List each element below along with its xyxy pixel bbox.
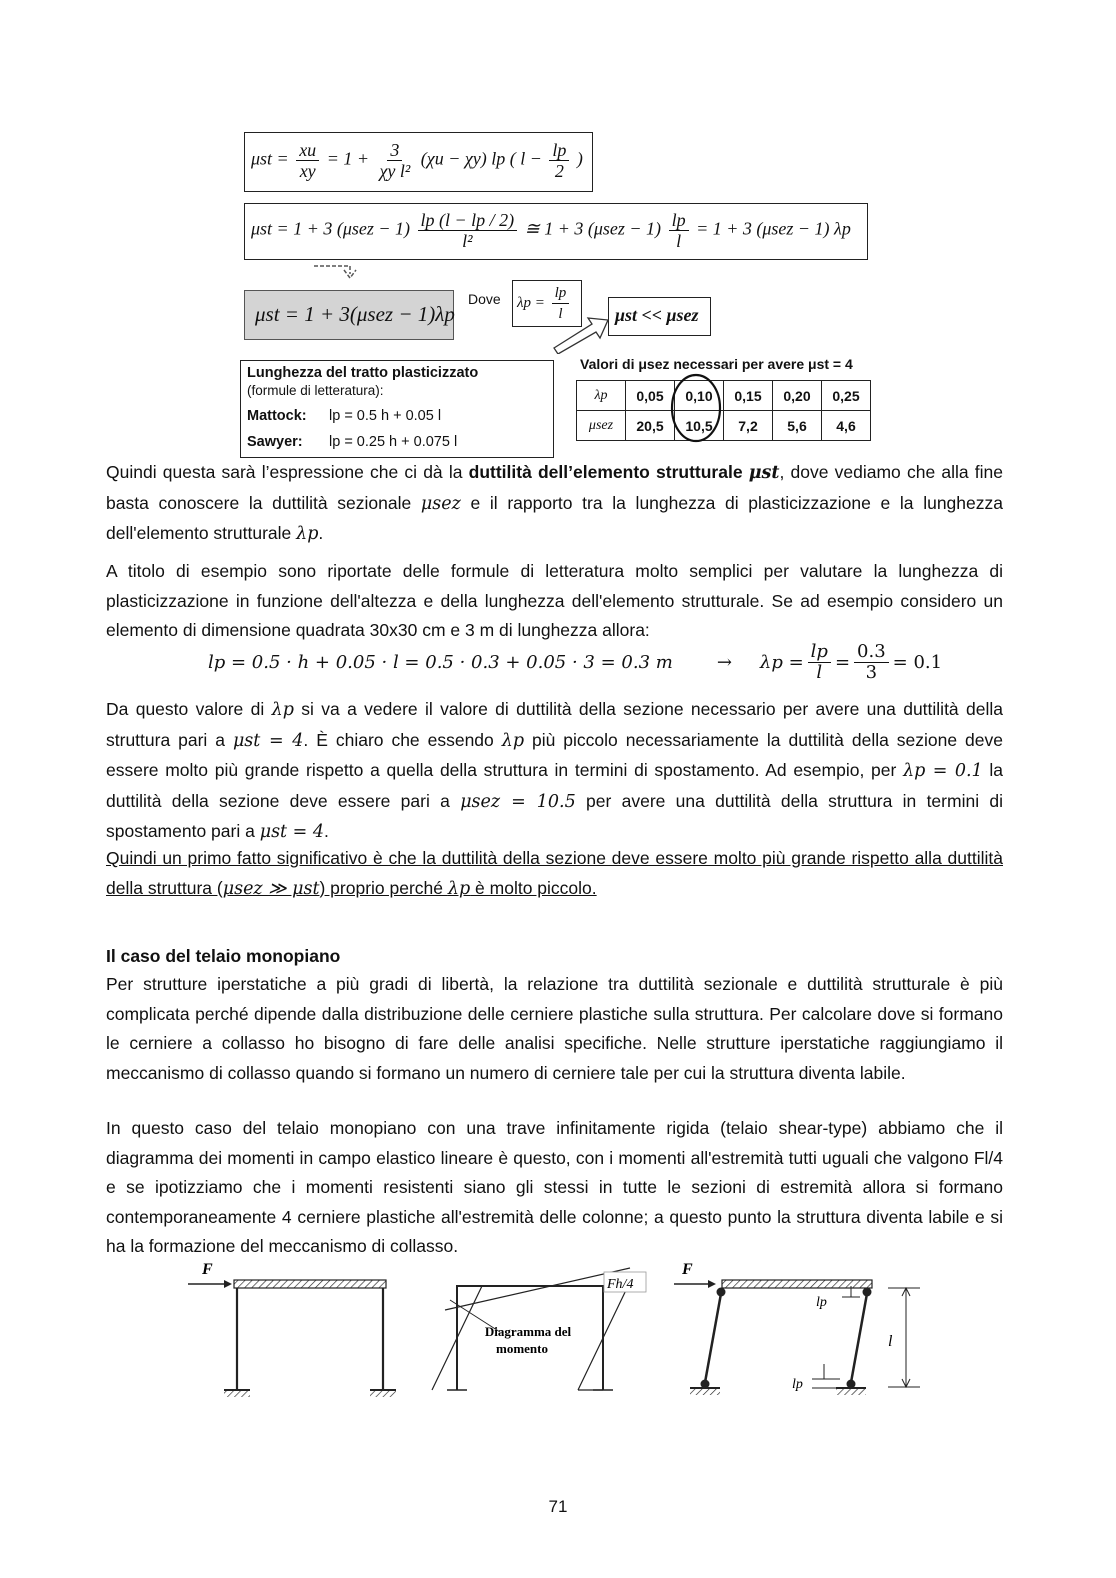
table-cell: 0,10 xyxy=(675,381,724,411)
table-cell: 7,2 xyxy=(724,411,773,441)
table-cell: 0,25 xyxy=(822,381,871,411)
moment-label: Fh/4 xyxy=(607,1277,634,1292)
eq3: μst = 1 + 3(μsez − 1)λp xyxy=(255,302,455,326)
p3-text-c: . È chiaro che essendo xyxy=(303,729,502,750)
p3-math-b: μst = 4 xyxy=(232,730,304,751)
lit-mattock-label: Mattock: xyxy=(247,408,307,424)
paragraph-5 xyxy=(106,970,1003,1088)
p3-math-a: λp xyxy=(271,700,294,720)
table-cell: 0,15 xyxy=(724,381,773,411)
p3-text-b: si va a vedere il valore di duttilità della sezione necessario per avere una duttilità della struttura pari a xyxy=(106,699,1003,750)
eq2-right: = 1 + 3 (μsez − 1) λp xyxy=(696,218,851,239)
hollow-arrow-icon xyxy=(550,310,614,354)
table-cell: 10,5 xyxy=(675,411,724,441)
relation: μst << μsez xyxy=(615,305,699,325)
frame-3-mechanism xyxy=(674,1261,920,1395)
highlight-ellipse xyxy=(668,372,724,444)
p4-text-a: Quindi un primo fatto significativo è che la duttilità della sezione deve essere molto più grande rispetto alla duttilità della struttura ( xyxy=(106,848,1003,898)
force-label-3: F xyxy=(682,1261,693,1278)
lp-label-bottom: lp xyxy=(792,1377,803,1392)
l-label: l xyxy=(888,1333,893,1350)
eq1-frac-den: xy xyxy=(299,161,316,181)
p3-math-c: λp xyxy=(501,730,525,751)
eq1-mid: = 1 + xyxy=(326,148,369,169)
p4-text-b: ) proprio perché xyxy=(319,877,448,898)
eq1-close: ) xyxy=(576,148,583,169)
p6-text: In questo caso del telaio monopiano con una trave infinitamente rigida (telaio shear-type) abbiamo che il diagramma dei momenti in campo elastico lineare è questo, con i momenti all'estremità tutti uguali che valgono Fl/4 e se ipotizziamo che i momenti resistenti siano gli stessi in tutte le sezioni di estremità allora si formano contemporaneamente 4 cerniere plastiche all'estremità delle colonne; a questo punto la struttura diventa labile e si ha la formazione del meccanismo di collasso. xyxy=(106,1118,1003,1257)
paragraph-6 xyxy=(106,1114,1003,1262)
p4-text-c: è molto piccolo. xyxy=(470,877,597,898)
paragraph-4 xyxy=(106,844,1003,904)
eq1-frac-num: xu xyxy=(296,140,319,161)
eq1-frac2-den: χy l² xyxy=(379,161,411,181)
eq1-left: μst = xyxy=(251,148,289,169)
eq2-frac-num: lp (l − lp / 2) xyxy=(418,210,518,231)
literature-formulas-box xyxy=(240,360,554,458)
p4-math-a: μsez ≫ μst xyxy=(222,878,320,899)
table-cell: 0,20 xyxy=(773,381,822,411)
equation-box-3 xyxy=(244,290,454,340)
paragraph-1 xyxy=(106,458,1003,550)
example-equation: lp = 0.5 · h + 0.05 · l = 0.5 · 0.3 + 0.05 · 3 = 0.3 m → λp = $\frac{lp}{l}$ = $\frac{0.3}{3}$ = 0.1 xyxy=(208,641,943,683)
p1-math-mu-sez: μsez xyxy=(420,493,461,514)
equation-box-2 xyxy=(244,203,868,260)
lp-label-top: lp xyxy=(816,1295,827,1310)
example-eq-f2-den: 3 xyxy=(865,662,878,683)
eq2-frac2-num: lp xyxy=(669,210,689,231)
dove-label: Dove xyxy=(468,291,501,307)
p3-math-e: μsez = 10.5 xyxy=(460,791,576,812)
frame-1 xyxy=(188,1261,396,1397)
example-eq-f2-num: 0.3 xyxy=(854,642,889,663)
lambda-def-den: l xyxy=(558,306,563,322)
lit-sawyer-label: Sawyer: xyxy=(247,434,303,450)
paragraph-3 xyxy=(106,695,1003,848)
p1-math-mu-st: μst xyxy=(748,463,780,483)
example-eq-f1-den: l xyxy=(816,662,823,683)
eq1-right: (χu − χy) lp ( l − xyxy=(420,148,542,169)
down-arrow-icon xyxy=(310,262,370,288)
p1-math-lambda: λp xyxy=(296,524,319,545)
eq2-mid: ≅ 1 + 3 (μsez − 1) xyxy=(524,218,662,239)
p3-text-d: più piccolo necessariamente la duttilità della sezione deve essere molto più grande rispetto a quella della struttura in termini di spostamento. Ad esempio, per xyxy=(106,729,1003,781)
p1-text-a: Quindi questa sarà l’espressione che ci dà la xyxy=(106,462,469,482)
eq1-frac3-den: 2 xyxy=(554,161,564,181)
p1-text-d: e il rapporto tra la lunghezza di plasticizzazione e la lunghezza dell'elemento strutturale xyxy=(106,492,1003,544)
table-cell: 5,6 xyxy=(773,411,822,441)
eq2-left: μst = 1 + 3 (μsez − 1) xyxy=(251,218,411,239)
eq1-frac3-num: lp xyxy=(549,140,569,161)
p2-text: A titolo di esempio sono riportate delle formule di letteratura molto semplici per valutare la lunghezza di plasticizzazione in funzione dell'altezza e della lunghezza dell'elemento strutturale. Se ad esempio considero un elemento di dimensione quadrata 30x30 cm e 3 m di lunghezza allora: xyxy=(106,561,1003,641)
p3-math-f: μst = 4 xyxy=(259,822,325,843)
frame-2-moment-diagram xyxy=(432,1268,646,1390)
lit-sawyer-formula: lp = 0.25 h + 0.075 l xyxy=(329,434,458,450)
relation-box xyxy=(608,297,711,336)
eq2-frac-den: l² xyxy=(462,231,473,251)
p1-text-c: , dove vediamo che alla fine basta conoscere la duttilità sezionale xyxy=(106,462,1003,513)
lit-title: Lunghezza del tratto plasticizzato xyxy=(247,365,479,381)
section-title: Il caso del telaio monopiano xyxy=(106,946,341,966)
table-cell: λp xyxy=(577,381,626,411)
p4-math-b: λp xyxy=(447,878,471,899)
p1-text-e: . xyxy=(318,523,324,544)
lambda-def-left: λp = xyxy=(517,294,545,311)
table-cell: μsez xyxy=(577,411,626,441)
paragraph-2 xyxy=(106,557,1003,646)
diagram-caption-1: Diagramma del xyxy=(484,1324,572,1339)
eq1-frac2-num: 3 xyxy=(387,140,402,161)
lit-mattock-formula: lp = 0.5 h + 0.05 l xyxy=(329,408,442,424)
p3-text-f: per avere una duttilità della struttura in termini di spostamento pari a xyxy=(106,790,1003,842)
lit-subtitle: (formule di letteratura): xyxy=(247,383,384,398)
example-eq-lambda: λp = xyxy=(759,652,804,673)
frame-diagrams xyxy=(180,1260,940,1410)
lambda-def-num: lp xyxy=(552,283,570,304)
p3-text-e: la duttilità della sezione deve essere pari a xyxy=(106,760,1004,811)
eq2-frac2-den: l xyxy=(676,231,682,251)
force-label-1: F xyxy=(202,1261,213,1278)
p3-math-d: λp = 0.1 xyxy=(903,761,983,782)
equation-box-1 xyxy=(244,132,593,192)
example-eq-f1-num: lp xyxy=(808,642,831,663)
diagram-caption-2: momento xyxy=(496,1341,548,1356)
p3-text-a: Da questo valore di xyxy=(106,699,272,719)
page-number: 71 xyxy=(548,1497,568,1516)
table-cell: 0,05 xyxy=(626,381,675,411)
example-eq-left: lp = 0.5 · h + 0.05 · l = 0.5 · 0.3 + 0.05 · 3 = 0.3 m xyxy=(208,652,673,673)
table-cell: 20,5 xyxy=(626,411,675,441)
p1-bold: duttilità dell’elemento strutturale xyxy=(468,462,749,482)
p5-text: Per strutture iperstatiche a più gradi di libertà, la relazione tra duttilità sezionale e duttilità strutturale è più complicata perché dipende dalla distribuzione delle cerniere plastiche sulla struttura. Per calcolare dove si formano le cerniere a collasso ho bisogno di fare delle analisi specifiche. Nelle strutture iperstatiche raggiungiamo il meccanismo di collasso quando si formano un numero di cerniere tale per cui la struttura diventa labile. xyxy=(106,974,1003,1083)
table-title: Valori di μsez necessari per avere μst = 4 xyxy=(580,356,853,372)
p3-text-g: . xyxy=(324,821,329,842)
table-cell: 4,6 xyxy=(822,411,871,441)
arrow-right-icon: → xyxy=(716,652,732,673)
example-eq-result: = 0.1 xyxy=(892,652,943,673)
